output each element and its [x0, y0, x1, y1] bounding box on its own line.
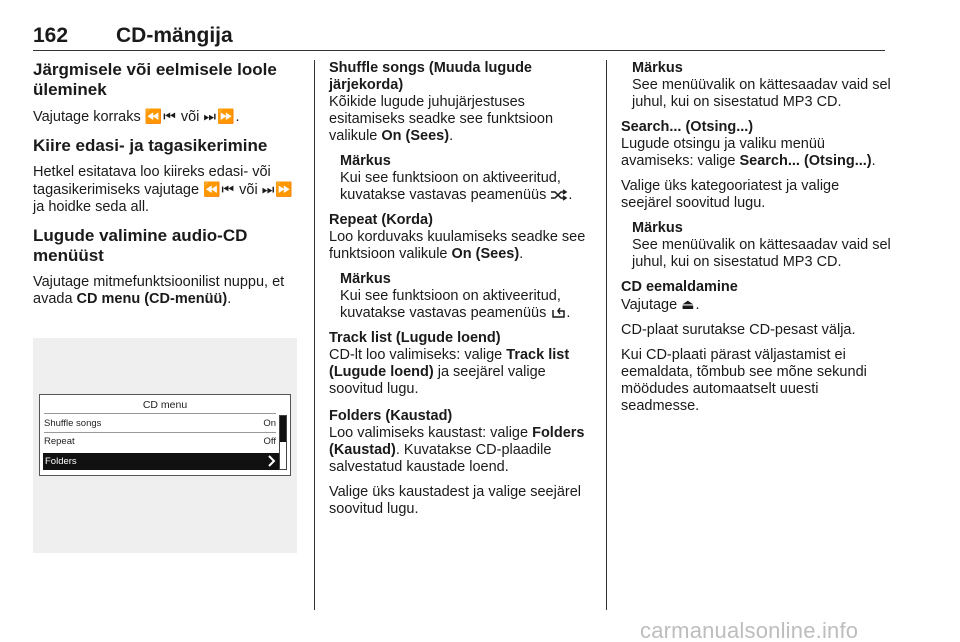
eject-text: Vajutage ⏏.	[621, 296, 700, 313]
note-mp3-1	[621, 60, 893, 111]
chapter-title: CD-mängija	[116, 24, 233, 47]
search-text: Lugude otsingu ja valiku menüü avamiseks: valige Search... (Otsing...).	[621, 136, 876, 169]
menu-row-label: Repeat	[44, 436, 75, 447]
menu-row-repeat[interactable]	[44, 433, 276, 450]
eject-icon: ⏏	[681, 296, 696, 312]
cd-menu-screenshot	[33, 338, 297, 553]
note-title: Märkus	[340, 153, 391, 169]
menu-row-shuffle[interactable]	[44, 415, 276, 432]
cd-menu-title: CD menu	[142, 399, 188, 411]
previous-track-icon: ⏮	[163, 108, 177, 124]
note-title: Märkus	[340, 271, 391, 287]
repeat-text: Loo korduvaks kuulamiseks seadke see funktsioon valikule On (Sees).	[329, 229, 586, 262]
note-shuffle	[329, 153, 591, 204]
fast-forward-icon: ⏩	[275, 181, 294, 197]
search-title: Search... (Otsing...)	[621, 119, 754, 135]
section-title-fast-forward: Kiire edasi- ja tagasikerimine	[33, 136, 268, 155]
next-track-icon: ⏭	[203, 108, 218, 124]
fast-forward-icon: ⏩	[217, 108, 236, 124]
folders-text: Loo valimiseks kaustast: valige Folders (Kaustad). Kuvatakse CD-plaadile salvestatud kaustade loend.	[329, 425, 585, 475]
page-number: 162	[33, 24, 69, 47]
menu-row-value: Off	[263, 436, 276, 447]
eject-text-3: Kui CD-plaati pärast väljastamist ei eemaldata, tõmbub see mõne sekundi möödudes automaatselt uuesti seadmesse.	[621, 347, 867, 414]
scrollbar-thumb[interactable]	[280, 416, 286, 442]
tracklist-title: Track list (Lugude loend)	[329, 330, 501, 346]
next-track-icon: ⏭	[261, 181, 276, 197]
tracklist-text: CD-lt loo valimiseks: valige Track list (Lugude loend) ja seejärel valige soovitud lugu.	[329, 347, 570, 397]
note-title: Märkus	[632, 220, 683, 236]
previous-track-icon: ⏮	[221, 181, 236, 197]
shuffle-icon	[550, 189, 568, 201]
menu-scrollbar[interactable]	[279, 415, 287, 470]
note-text: Kui see funktsioon on aktiveeritud, kuvatakse vastavas peamenüüs .	[340, 288, 571, 321]
shuffle-text: Kõikide lugude juhujärjestuses esitamiseks seadke see funktsioon valikule On (Sees).	[329, 94, 554, 144]
note-mp3-2	[621, 220, 893, 271]
rewind-icon: ⏪	[144, 108, 164, 124]
watermark: carmanualsonline.info	[640, 618, 859, 642]
header-divider	[33, 50, 885, 51]
rewind-icon: ⏪	[203, 181, 222, 197]
note-repeat	[329, 271, 591, 322]
search-text-2: Valige üks kategooriatest ja valige seejärel soovitud lugu.	[621, 178, 840, 211]
note-text: See menüüvalik on kättesaadav vaid sel juhul, kui on sisestatud MP3 CD.	[632, 77, 891, 110]
folders-title: Folders (Kaustad)	[329, 408, 453, 424]
shuffle-title: Shuffle songs (Muuda lugude järjekorda)	[329, 60, 532, 93]
repeat-icon	[550, 307, 566, 319]
note-title: Märkus	[632, 60, 683, 76]
section-title-track-skip: Järgmisele või eelmisele loole üleminek	[33, 60, 277, 99]
cd-menu-display	[39, 394, 291, 476]
eject-text-2: CD-plaat surutakse CD-pesast välja.	[621, 322, 856, 338]
column-divider	[606, 60, 607, 610]
repeat-title: Repeat (Korda)	[329, 212, 433, 228]
menu-row-label: Folders	[45, 456, 77, 467]
track-skip-text: Vajutage korraks ⏪⏮ või ⏭⏩.	[33, 108, 240, 125]
menu-divider	[44, 413, 276, 414]
column-3	[621, 60, 893, 423]
note-text: Kui see funktsioon on aktiveeritud, kuvatakse vastavas peamenüüs .	[340, 170, 573, 203]
column-1	[33, 60, 301, 316]
page-header	[33, 24, 885, 52]
column-divider	[314, 60, 315, 610]
menu-row-label: Shuffle songs	[44, 418, 102, 429]
cd-menu-text: Vajutage mitmefunktsioonilist nuppu, et avada CD menu (CD-menüü).	[33, 274, 285, 307]
fast-forward-text: Hetkel esitatava loo kiireks edasi- või tagasikerimiseks vajutage ⏪⏮ või ⏭⏩ ja hoidke seda all.	[33, 164, 294, 215]
chevron-right-icon	[268, 455, 276, 467]
column-2	[329, 60, 591, 526]
eject-title: CD eemaldamine	[621, 279, 738, 295]
menu-row-folders[interactable]	[43, 453, 279, 470]
note-text: See menüüvalik on kättesaadav vaid sel juhul, kui on sisestatud MP3 CD.	[632, 237, 891, 270]
menu-row-value: On	[263, 418, 276, 429]
section-title-cd-menu: Lugude valimine audio-CD menüüst	[33, 226, 248, 265]
folders-text-2: Valige üks kaustadest ja valige seejärel soovitud lugu.	[329, 484, 582, 517]
